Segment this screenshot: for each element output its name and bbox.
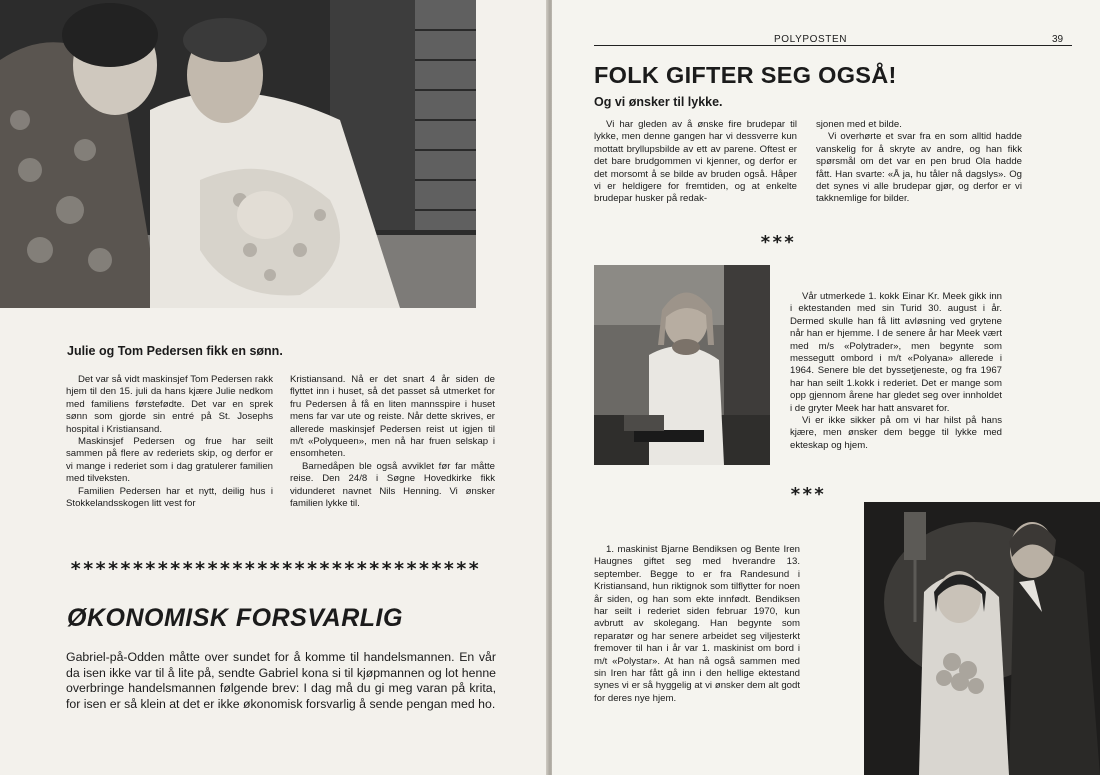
article-column-1 [66,374,273,510]
family-baby-photo [0,0,476,308]
paragraph: 1. maskinist Bjarne Bendiksen og Bente Iren Haugnes giftet seg med hverandre 13. september. Begge to er fra Randesund i Kristiansand, hun riktignok som tilflytter for noen år siden, og han som ekte innfødt. Bendiksen har seilt i rederiet siden februar 1970, kun avbrutt av skolegang. Han begynte som reparatør og har senere arbeidet seg viljesterkt fremover til han i år var 1. maskinist om bord i m/t «Polystar». At han nå også sammen med sin Iren har fått gå inn i den hellige ektestand synes vi er så hyggelig at vi ønsker dem alt godt for deres nye hjem. [594,544,800,704]
page-title: FOLK GIFTER SEG OGSÅ! [594,62,897,88]
paragraph: Kristiansand. Nå er det snart 4 år siden de flyttet inn i huset, så det passet så utmerket for fru Pedersen å få en liten mannsspire i huset mens far var ute og reiste. Når dette skrives, er allerede maskinsjef Pedersen reist ut igjen til m/t «Polyqueen», men nå har fruen selskap i ensomheten. [290,374,495,460]
paragraph: Barnedåpen ble også avviklet før far måtte reise. Den 24/8 i Søgne Hovedkirke fikk vidunderet navnet Nils Henning. Vi ønsker familien lykke til. [290,460,495,510]
paragraph: Det var så vidt maskinsjef Tom Pedersen rakk hjem til den 15. juli da hans kjære Julie nedkom med familiens førstefødte. Det var en sprek sønn som gjorde sin entré på St. Josephs hospital i Kristiansand. [66,374,273,435]
running-head: POLYPOSTEN [774,34,848,45]
paragraph: Familien Pedersen har et nytt, deilig hus i Stokkelandsskogen litt vest for [66,485,273,510]
article-column-2 [290,374,495,510]
story-text: Gabriel-på-Odden måtte over sundet for å komme til handelsmannen. En vår da isen ikke var til å lite på, sendte Gabriel kona si til kjøpmannen og lot henne overbringe handelsmannen følgende brev: I dag må du gi meg varan på krita, for isen er så klein at det er ikke økonomisk forsvarlig å sende pengan med ho. [66,650,496,711]
paragraph: Vi overhørte et svar fra en som alltid hadde vanskelig for å skryte av andre, og han fikk spørsmål om det var en pen brud Ola hadde fått. Han svarte: «Å ja, hu tåler nå dagslys». Og det synes vi alle brudepar gjør, og derfor er vi takknemlige for bilder. [816,131,1022,205]
paragraph: Vår utmerkede 1. kokk Einar Kr. Meek gikk inn i ektestanden med sin Turid 30. august i år. Dermed skulle han få litt avløsning ved grytene når han er hjemme. I de senere år har Meek vært med m/s «Polytrader», men begynte som messegutt ombord i m/t «Polyana» allerede i 1964. Senere ble det byssetjeneste, og fra 1967 har han seilt 1.kokk i rederiet. Det er mange som opp gjennom årene har gledet seg over innholdet i de gryter Meek har hatt ansvaret for. [790,291,1002,414]
intro-column-2 [816,119,1022,206]
right-page [552,0,1100,775]
paragraph: Vi er ikke sikker på om vi har hilst på hans kjære, men ønsker dem begge til lykke med ekteskap og hjem. [790,415,1002,451]
page-number: 39 [1052,34,1064,45]
photo-caption: Julie og Tom Pedersen fikk en sønn. [67,344,283,358]
cook-article [790,291,1002,452]
bendiksen-article [594,544,800,705]
header-rule [594,45,1072,46]
paragraph: Vi har gleden av å ønske fire brudepar til lykke, men denne gangen har vi dessverre kun mottatt bryllupsbilde av ett av parene. Oftest er det bare brudgommen vi kjenner, og derfor er det morsomt å se bilde av bruden også. Håper vi er heldigere for fremtiden, og at enkelte brudepar husker på redak- [594,119,797,205]
asterisk-separator: ********************************* [70,558,481,580]
left-page [0,0,548,775]
paragraph: sjonen med et bilde. [816,119,902,130]
paragraph: Maskinsjef Pedersen og frue har seilt sammen på flere av rederiets skip, og derfor er vi mange i rederiet som i dag gratulerer familien med tilveksten. [66,436,273,485]
cook-photo [594,265,770,465]
asterisk-divider: *** [790,484,826,505]
page-subtitle: Og vi ønsker til lykke. [594,95,723,109]
wedding-photo [864,502,1100,775]
article-heading: ØKONOMISK FORSVARLIG [67,604,403,632]
asterisk-divider: *** [760,232,796,253]
intro-column-1 [594,119,797,206]
